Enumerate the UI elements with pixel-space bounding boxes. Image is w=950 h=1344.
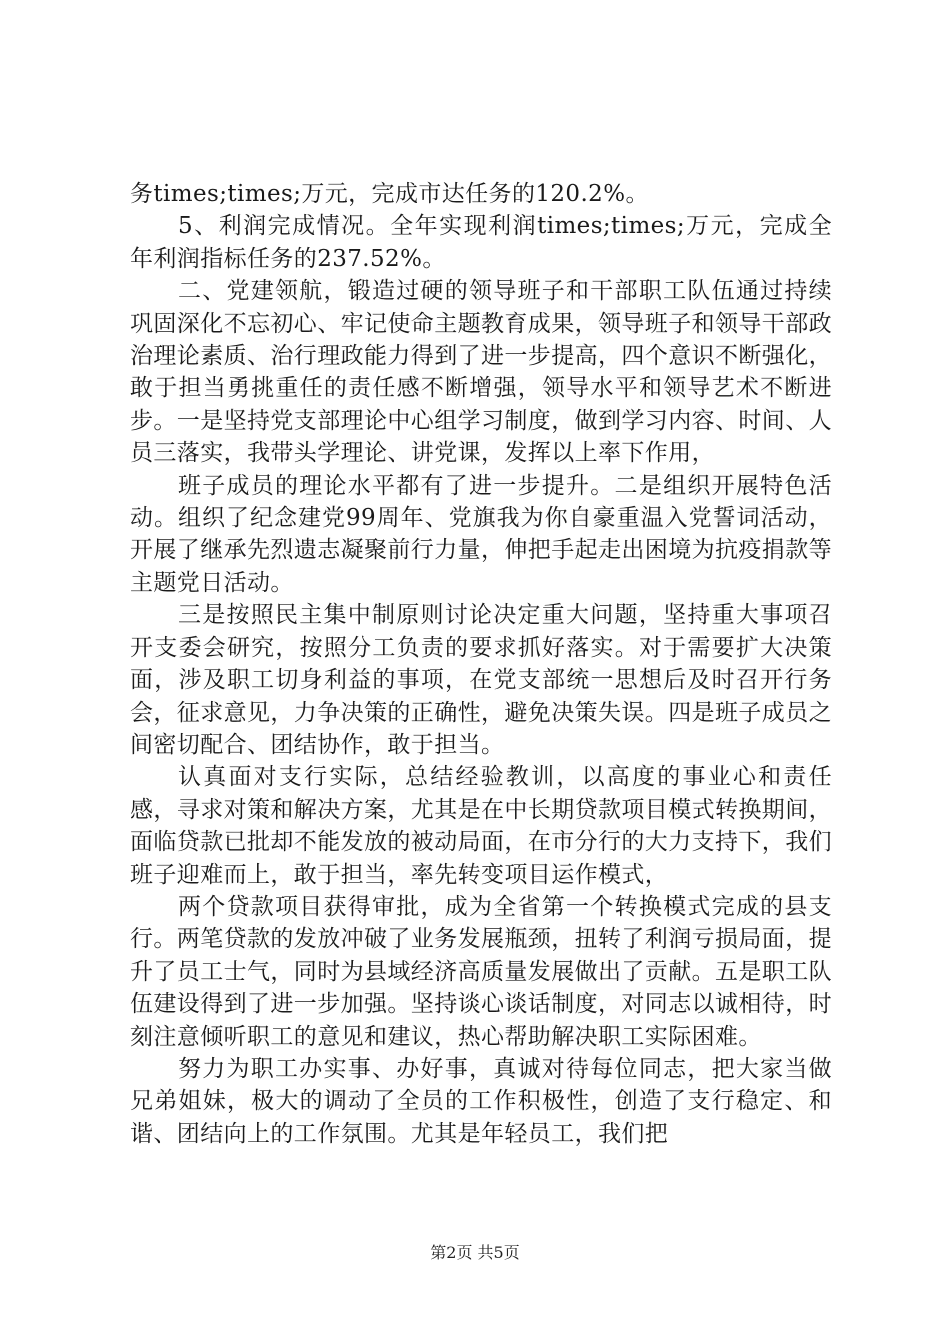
paragraph-continuation: 务times;times;万元，完成市达任务的120.2%。 bbox=[130, 181, 649, 207]
paragraph-branch-reality: 认真面对支行实际，总结经验教训，以高度的事业心和责任感，寻求对策和解决方案，尤其是在中长期贷款项目模式转换期间，面临贷款已批却不能发放的被动局面，在市分行的大力支持下，我们班子迎难而上，敢于担当，率先转变项目运作模式， bbox=[130, 764, 832, 888]
paragraph-profit: 5、利润完成情况。全年实现利润times;times;万元，完成全年利润指标任务的237.52%。 bbox=[130, 213, 832, 272]
paragraph-team-theory: 班子成员的理论水平都有了进一步提升。二是组织开展特色活动。组织了纪念建党99周年、党旗我为你自豪重温入党誓词活动，开展了继承先烈遗志凝聚前行力量，伸把手起走出困境为抗疫捐款等主题党日活动。 bbox=[130, 472, 832, 596]
page-number-footer: 第2页 共5页 bbox=[430, 1243, 520, 1262]
paragraph-democratic-centralism: 三是按照民主集中制原则讨论决定重大问题，坚持重大事项召开支委会研究，按照分工负责的要求抓好落实。对于需要扩大决策面，涉及职工切身利益的事项，在党支部统一思想后及时召开行务会，征求意见，力争决策的正确性，避免决策失误。四是班子成员之间密切配合、团结协作，敢于担当。 bbox=[130, 602, 832, 758]
document-body bbox=[130, 178, 832, 1150]
paragraph-staff-care: 努力为职工办实事、办好事，真诚对待每位同志，把大家当做兄弟姐妹，极大的调动了全员的工作积极性，创造了支行稳定、和谐、团结向上的工作氛围。尤其是年轻员工，我们把 bbox=[130, 1055, 832, 1147]
paragraph-loan-projects: 两个贷款项目获得审批，成为全省第一个转换模式完成的县支行。两笔贷款的发放冲破了业务发展瓶颈，扭转了利润亏损局面，提升了员工士气，同时为县域经济高质量发展做出了贡献。五是职工队伍建设得到了进一步加强。坚持谈心谈话制度，对同志以诚相待，时刻注意倾听职工的意见和建议，热心帮助解决职工实际困难。 bbox=[130, 893, 832, 1050]
paragraph-party-building: 二、党建领航，锻造过硬的领导班子和干部职工队伍通过持续巩固深化不忘初心、牢记使命主题教育成果，领导班子和领导干部政治理论素质、治行理政能力得到了进一步提高，四个意识不断强化，敢于担当勇挑重任的责任感不断增强，领导水平和领导艺术不断进步。一是坚持党支部理论中心组学习制度，做到学习内容、时间、人员三落实，我带头学理论、讲党课，发挥以上率下作用， bbox=[130, 278, 832, 467]
